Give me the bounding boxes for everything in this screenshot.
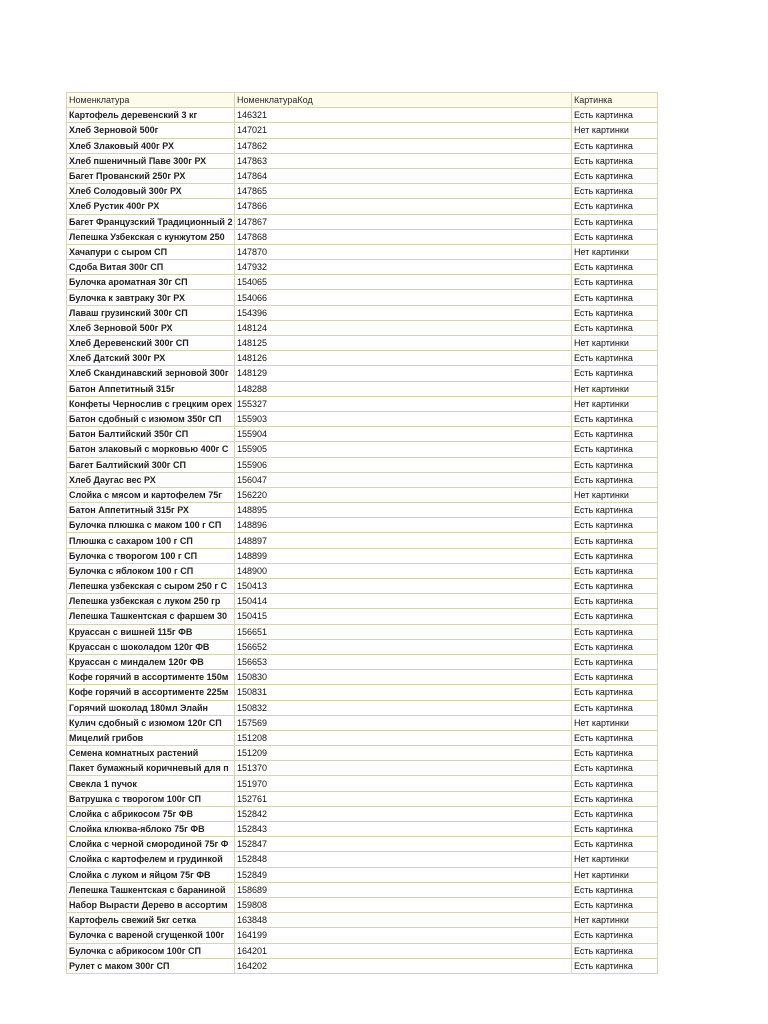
cell-nomenclature[interactable]: Булочка плюшка с маком 100 г СП	[67, 518, 235, 533]
cell-code[interactable]: 151209	[235, 746, 572, 761]
table-row	[67, 503, 658, 518]
cell-nomenclature[interactable]: Хлеб Солодовый 300г РХ	[67, 184, 235, 199]
cell-picture[interactable]: Есть картинка	[572, 442, 658, 457]
table-row	[67, 715, 658, 730]
cell-code[interactable]: 148124	[235, 320, 572, 335]
cell-picture[interactable]: Есть картинка	[572, 776, 658, 791]
cell-nomenclature[interactable]: Лепешка Ташкентская с фаршем 30	[67, 609, 235, 624]
table-row	[67, 336, 658, 351]
cell-nomenclature[interactable]: Слойка с мясом и картофелем 75г	[67, 487, 235, 502]
cell-picture[interactable]: Есть картинка	[572, 427, 658, 442]
cell-code[interactable]: 152847	[235, 837, 572, 852]
cell-picture[interactable]: Нет картинки	[572, 123, 658, 138]
cell-picture[interactable]: Есть картинка	[572, 351, 658, 366]
cell-code[interactable]: 156653	[235, 654, 572, 669]
table-row	[67, 123, 658, 138]
table-row	[67, 199, 658, 214]
cell-picture[interactable]: Есть картинка	[572, 503, 658, 518]
cell-picture[interactable]: Есть картинка	[572, 670, 658, 685]
table-row	[67, 351, 658, 366]
table-row	[67, 518, 658, 533]
cell-picture[interactable]: Нет картинки	[572, 867, 658, 882]
cell-picture[interactable]: Есть картинка	[572, 624, 658, 639]
cell-nomenclature[interactable]: Багет Балтийский 300г СП	[67, 457, 235, 472]
cell-nomenclature[interactable]: Лепешка Узбекская с кунжутом 250	[67, 229, 235, 244]
cell-picture[interactable]: Есть картинка	[572, 457, 658, 472]
cell-code[interactable]: 156047	[235, 472, 572, 487]
cell-picture[interactable]: Есть картинка	[572, 685, 658, 700]
cell-code[interactable]: 150830	[235, 670, 572, 685]
cell-picture[interactable]: Есть картинка	[572, 882, 658, 897]
cell-code[interactable]: 147863	[235, 153, 572, 168]
cell-code[interactable]: 156220	[235, 487, 572, 502]
cell-nomenclature[interactable]: Хлеб Скандинавский зерновой 300г	[67, 366, 235, 381]
cell-nomenclature[interactable]: Батон Балтийский 350г СП	[67, 427, 235, 442]
cell-code[interactable]: 147866	[235, 199, 572, 214]
cell-picture[interactable]: Нет картинки	[572, 487, 658, 502]
table-row	[67, 305, 658, 320]
cell-nomenclature[interactable]: Багет Прованский 250г РХ	[67, 168, 235, 183]
cell-picture[interactable]: Есть картинка	[572, 548, 658, 563]
cell-code[interactable]: 157569	[235, 715, 572, 730]
table-row	[67, 290, 658, 305]
cell-code[interactable]: 152842	[235, 806, 572, 821]
cell-nomenclature[interactable]: Хлеб Зерновой 500г	[67, 123, 235, 138]
cell-nomenclature[interactable]: Хачапури с сыром СП	[67, 244, 235, 259]
table-row	[67, 791, 658, 806]
cell-picture[interactable]: Нет картинки	[572, 852, 658, 867]
cell-code[interactable]: 147864	[235, 168, 572, 183]
cell-code[interactable]: 164199	[235, 928, 572, 943]
cell-nomenclature[interactable]: Набор Вырасти Дерево в ассортим	[67, 897, 235, 912]
cell-code[interactable]: 152761	[235, 791, 572, 806]
table-row	[67, 882, 658, 897]
cell-picture[interactable]: Нет картинки	[572, 715, 658, 730]
table-row	[67, 928, 658, 943]
cell-nomenclature[interactable]: Батон Аппетитный 315г РХ	[67, 503, 235, 518]
table-row	[67, 244, 658, 259]
cell-picture[interactable]: Есть картинка	[572, 320, 658, 335]
table-row	[67, 229, 658, 244]
cell-nomenclature[interactable]: Батон Аппетитный 315г	[67, 381, 235, 396]
cell-nomenclature[interactable]: Кофе горячий в ассортименте 225м	[67, 685, 235, 700]
cell-code[interactable]: 148126	[235, 351, 572, 366]
header-nomenclature[interactable]: Номенклатура	[67, 93, 235, 108]
table-row	[67, 958, 658, 973]
cell-code[interactable]: 155903	[235, 411, 572, 426]
table-row	[67, 457, 658, 472]
table-row	[67, 260, 658, 275]
cell-code[interactable]: 147867	[235, 214, 572, 229]
cell-picture[interactable]: Есть картинка	[572, 822, 658, 837]
table-row	[67, 654, 658, 669]
table-row	[67, 214, 658, 229]
table-row	[67, 442, 658, 457]
cell-code[interactable]: 147870	[235, 244, 572, 259]
cell-nomenclature[interactable]: Плюшка с сахаром 100 г СП	[67, 533, 235, 548]
cell-picture[interactable]: Есть картинка	[572, 153, 658, 168]
table-row	[67, 897, 658, 912]
cell-code[interactable]: 155906	[235, 457, 572, 472]
cell-nomenclature[interactable]: Ватрушка с творогом 100г СП	[67, 791, 235, 806]
table-row	[67, 533, 658, 548]
cell-code[interactable]: 152848	[235, 852, 572, 867]
cell-picture[interactable]: Есть картинка	[572, 472, 658, 487]
cell-code[interactable]: 155905	[235, 442, 572, 457]
table-row	[67, 867, 658, 882]
cell-code[interactable]: 159808	[235, 897, 572, 912]
cell-code[interactable]: 152849	[235, 867, 572, 882]
table-row	[67, 822, 658, 837]
cell-nomenclature[interactable]: Хлеб пшеничный Паве 300г РХ	[67, 153, 235, 168]
cell-nomenclature[interactable]: Хлеб Рустик 400г РХ	[67, 199, 235, 214]
cell-picture[interactable]: Нет картинки	[572, 381, 658, 396]
cell-picture[interactable]: Есть картинка	[572, 184, 658, 199]
table-row	[67, 579, 658, 594]
cell-picture[interactable]: Есть картинка	[572, 305, 658, 320]
cell-nomenclature[interactable]: Булочка с абрикосом 100г СП	[67, 943, 235, 958]
cell-picture[interactable]: Есть картинка	[572, 366, 658, 381]
cell-nomenclature[interactable]: Слойка с картофелем и грудинкой	[67, 852, 235, 867]
cell-code[interactable]: 156652	[235, 639, 572, 654]
cell-picture[interactable]: Есть картинка	[572, 928, 658, 943]
cell-code[interactable]: 150414	[235, 594, 572, 609]
cell-picture[interactable]: Есть картинка	[572, 897, 658, 912]
cell-picture[interactable]: Есть картинка	[572, 260, 658, 275]
table-row	[67, 320, 658, 335]
cell-picture[interactable]: Есть картинка	[572, 518, 658, 533]
cell-nomenclature[interactable]: Картофель деревенский 3 кг	[67, 108, 235, 123]
cell-nomenclature[interactable]: Булочка ароматная 30г СП	[67, 275, 235, 290]
cell-nomenclature[interactable]: Конфеты Чернослив с грецким орех	[67, 396, 235, 411]
cell-picture[interactable]: Нет картинки	[572, 396, 658, 411]
cell-code[interactable]: 146321	[235, 108, 572, 123]
cell-nomenclature[interactable]: Батон злаковый с морковью 400г С	[67, 442, 235, 457]
table-row	[67, 761, 658, 776]
cell-picture[interactable]: Есть картинка	[572, 168, 658, 183]
cell-picture[interactable]: Есть картинка	[572, 730, 658, 745]
table-row	[67, 852, 658, 867]
cell-code[interactable]: 147021	[235, 123, 572, 138]
cell-nomenclature[interactable]: Картофель свежий 5кг сетка	[67, 913, 235, 928]
cell-nomenclature[interactable]: Лепешка Ташкентская с бараниной	[67, 882, 235, 897]
cell-code[interactable]: 152843	[235, 822, 572, 837]
cell-code[interactable]: 154065	[235, 275, 572, 290]
cell-nomenclature[interactable]: Круассан с вишней 115г ФВ	[67, 624, 235, 639]
header-nomenclature-code[interactable]: НоменклатураКод	[235, 93, 572, 108]
cell-code[interactable]: 164201	[235, 943, 572, 958]
cell-code[interactable]: 151208	[235, 730, 572, 745]
cell-nomenclature[interactable]: Горячий шоколад 180мл Элайн	[67, 700, 235, 715]
cell-nomenclature[interactable]: Хлеб Зерновой 500г РХ	[67, 320, 235, 335]
cell-picture[interactable]: Есть картинка	[572, 837, 658, 852]
table-row	[67, 639, 658, 654]
table-row	[67, 381, 658, 396]
table-row	[67, 138, 658, 153]
table-row	[67, 746, 658, 761]
cell-code[interactable]: 148288	[235, 381, 572, 396]
table-row	[67, 837, 658, 852]
cell-picture[interactable]: Есть картинка	[572, 411, 658, 426]
cell-nomenclature[interactable]: Круассан с шоколадом 120г ФВ	[67, 639, 235, 654]
table-row	[67, 624, 658, 639]
table-row	[67, 563, 658, 578]
cell-code[interactable]: 151970	[235, 776, 572, 791]
header-picture[interactable]: Картинка	[572, 93, 658, 108]
cell-picture[interactable]: Есть картинка	[572, 275, 658, 290]
cell-nomenclature[interactable]: Круассан с миндалем 120г ФВ	[67, 654, 235, 669]
cell-picture[interactable]: Есть картинка	[572, 563, 658, 578]
cell-nomenclature[interactable]: Булочка к завтраку 30г РХ	[67, 290, 235, 305]
cell-picture[interactable]: Есть картинка	[572, 943, 658, 958]
cell-picture[interactable]: Есть картинка	[572, 791, 658, 806]
cell-picture[interactable]: Есть картинка	[572, 594, 658, 609]
cell-nomenclature[interactable]: Слойка с черной смородиной 75г Ф	[67, 837, 235, 852]
table-row	[67, 548, 658, 563]
cell-code[interactable]: 155904	[235, 427, 572, 442]
header-row	[67, 93, 658, 108]
cell-picture[interactable]: Есть картинка	[572, 108, 658, 123]
cell-nomenclature[interactable]: Пакет бумажный коричневый для п	[67, 761, 235, 776]
cell-picture[interactable]: Есть картинка	[572, 579, 658, 594]
cell-code[interactable]: 154066	[235, 290, 572, 305]
cell-picture[interactable]: Есть картинка	[572, 229, 658, 244]
table-row	[67, 806, 658, 821]
cell-nomenclature[interactable]: Мицелий грибов	[67, 730, 235, 745]
cell-picture[interactable]: Есть картинка	[572, 761, 658, 776]
cell-nomenclature[interactable]: Семена комнатных растений	[67, 746, 235, 761]
cell-code[interactable]: 163848	[235, 913, 572, 928]
table-row	[67, 184, 658, 199]
cell-picture[interactable]: Нет картинки	[572, 336, 658, 351]
cell-nomenclature[interactable]: Багет Французский Традиционный 2	[67, 214, 235, 229]
cell-code[interactable]: 148897	[235, 533, 572, 548]
cell-code[interactable]: 148899	[235, 548, 572, 563]
cell-picture[interactable]: Есть картинка	[572, 533, 658, 548]
cell-code[interactable]: 148895	[235, 503, 572, 518]
cell-code[interactable]: 150415	[235, 609, 572, 624]
table-row	[67, 275, 658, 290]
cell-nomenclature[interactable]: Свекла 1 пучок	[67, 776, 235, 791]
table-row	[67, 609, 658, 624]
cell-nomenclature[interactable]: Кулич сдобный с изюмом 120г СП	[67, 715, 235, 730]
table-row	[67, 472, 658, 487]
cell-code[interactable]: 148896	[235, 518, 572, 533]
table-row	[67, 670, 658, 685]
cell-nomenclature[interactable]: Хлеб Злаковый 400г РХ	[67, 138, 235, 153]
cell-code[interactable]: 151370	[235, 761, 572, 776]
cell-code[interactable]: 150832	[235, 700, 572, 715]
cell-picture[interactable]: Есть картинка	[572, 609, 658, 624]
table-row	[67, 487, 658, 502]
cell-picture[interactable]: Есть картинка	[572, 700, 658, 715]
cell-code[interactable]: 155327	[235, 396, 572, 411]
cell-picture[interactable]: Есть картинка	[572, 214, 658, 229]
cell-nomenclature[interactable]: Слойка с абрикосом 75г ФВ	[67, 806, 235, 821]
cell-code[interactable]: 148900	[235, 563, 572, 578]
table-row	[67, 700, 658, 715]
cell-code[interactable]: 148129	[235, 366, 572, 381]
cell-nomenclature[interactable]: Булочка с яблоком 100 г СП	[67, 563, 235, 578]
cell-picture[interactable]: Есть картинка	[572, 639, 658, 654]
cell-code[interactable]: 147868	[235, 229, 572, 244]
cell-code[interactable]: 148125	[235, 336, 572, 351]
cell-code[interactable]: 147932	[235, 260, 572, 275]
cell-code[interactable]: 150831	[235, 685, 572, 700]
cell-picture[interactable]: Есть картинка	[572, 806, 658, 821]
cell-code[interactable]: 147865	[235, 184, 572, 199]
table-row	[67, 168, 658, 183]
cell-code[interactable]: 147862	[235, 138, 572, 153]
cell-nomenclature[interactable]: Лепешка узбекская с сыром 250 г С	[67, 579, 235, 594]
cell-picture[interactable]: Есть картинка	[572, 138, 658, 153]
cell-code[interactable]: 158689	[235, 882, 572, 897]
cell-picture[interactable]: Нет картинки	[572, 244, 658, 259]
cell-picture[interactable]: Есть картинка	[572, 958, 658, 973]
cell-code[interactable]: 164202	[235, 958, 572, 973]
cell-nomenclature[interactable]: Слойка клюква-яблоко 75г ФВ	[67, 822, 235, 837]
table-row	[67, 730, 658, 745]
cell-nomenclature[interactable]: Кофе горячий в ассортименте 150м	[67, 670, 235, 685]
cell-nomenclature[interactable]: Сдоба Витая 300г СП	[67, 260, 235, 275]
cell-picture[interactable]: Есть картинка	[572, 199, 658, 214]
table-row	[67, 108, 658, 123]
table-row	[67, 943, 658, 958]
table-row	[67, 685, 658, 700]
table-row	[67, 153, 658, 168]
cell-nomenclature[interactable]: Хлеб Датский 300г РХ	[67, 351, 235, 366]
table-row	[67, 411, 658, 426]
cell-code[interactable]: 154396	[235, 305, 572, 320]
cell-nomenclature[interactable]: Хлеб Даугас вес РХ	[67, 472, 235, 487]
cell-nomenclature[interactable]: Лепешка узбекская с луком 250 гр	[67, 594, 235, 609]
cell-nomenclature[interactable]: Рулет с маком 300г СП	[67, 958, 235, 973]
table-row	[67, 366, 658, 381]
cell-nomenclature[interactable]: Лаваш грузинский 300г СП	[67, 305, 235, 320]
table-row	[67, 913, 658, 928]
spreadsheet-table	[66, 92, 658, 974]
table-row	[67, 776, 658, 791]
cell-nomenclature[interactable]: Хлеб Деревенский 300г СП	[67, 336, 235, 351]
table-row	[67, 396, 658, 411]
table-row	[67, 427, 658, 442]
cell-code[interactable]: 156651	[235, 624, 572, 639]
cell-picture[interactable]: Есть картинка	[572, 746, 658, 761]
table-row	[67, 594, 658, 609]
cell-nomenclature[interactable]: Булочка с творогом 100 г СП	[67, 548, 235, 563]
cell-nomenclature[interactable]: Булочка с вареной сгущенкой 100г	[67, 928, 235, 943]
cell-nomenclature[interactable]: Слойка с луком и яйцом 75г ФВ	[67, 867, 235, 882]
cell-picture[interactable]: Есть картинка	[572, 290, 658, 305]
cell-picture[interactable]: Есть картинка	[572, 654, 658, 669]
table-body	[67, 108, 658, 974]
cell-code[interactable]: 150413	[235, 579, 572, 594]
cell-picture[interactable]: Нет картинки	[572, 913, 658, 928]
cell-nomenclature[interactable]: Батон сдобный с изюмом 350г СП	[67, 411, 235, 426]
